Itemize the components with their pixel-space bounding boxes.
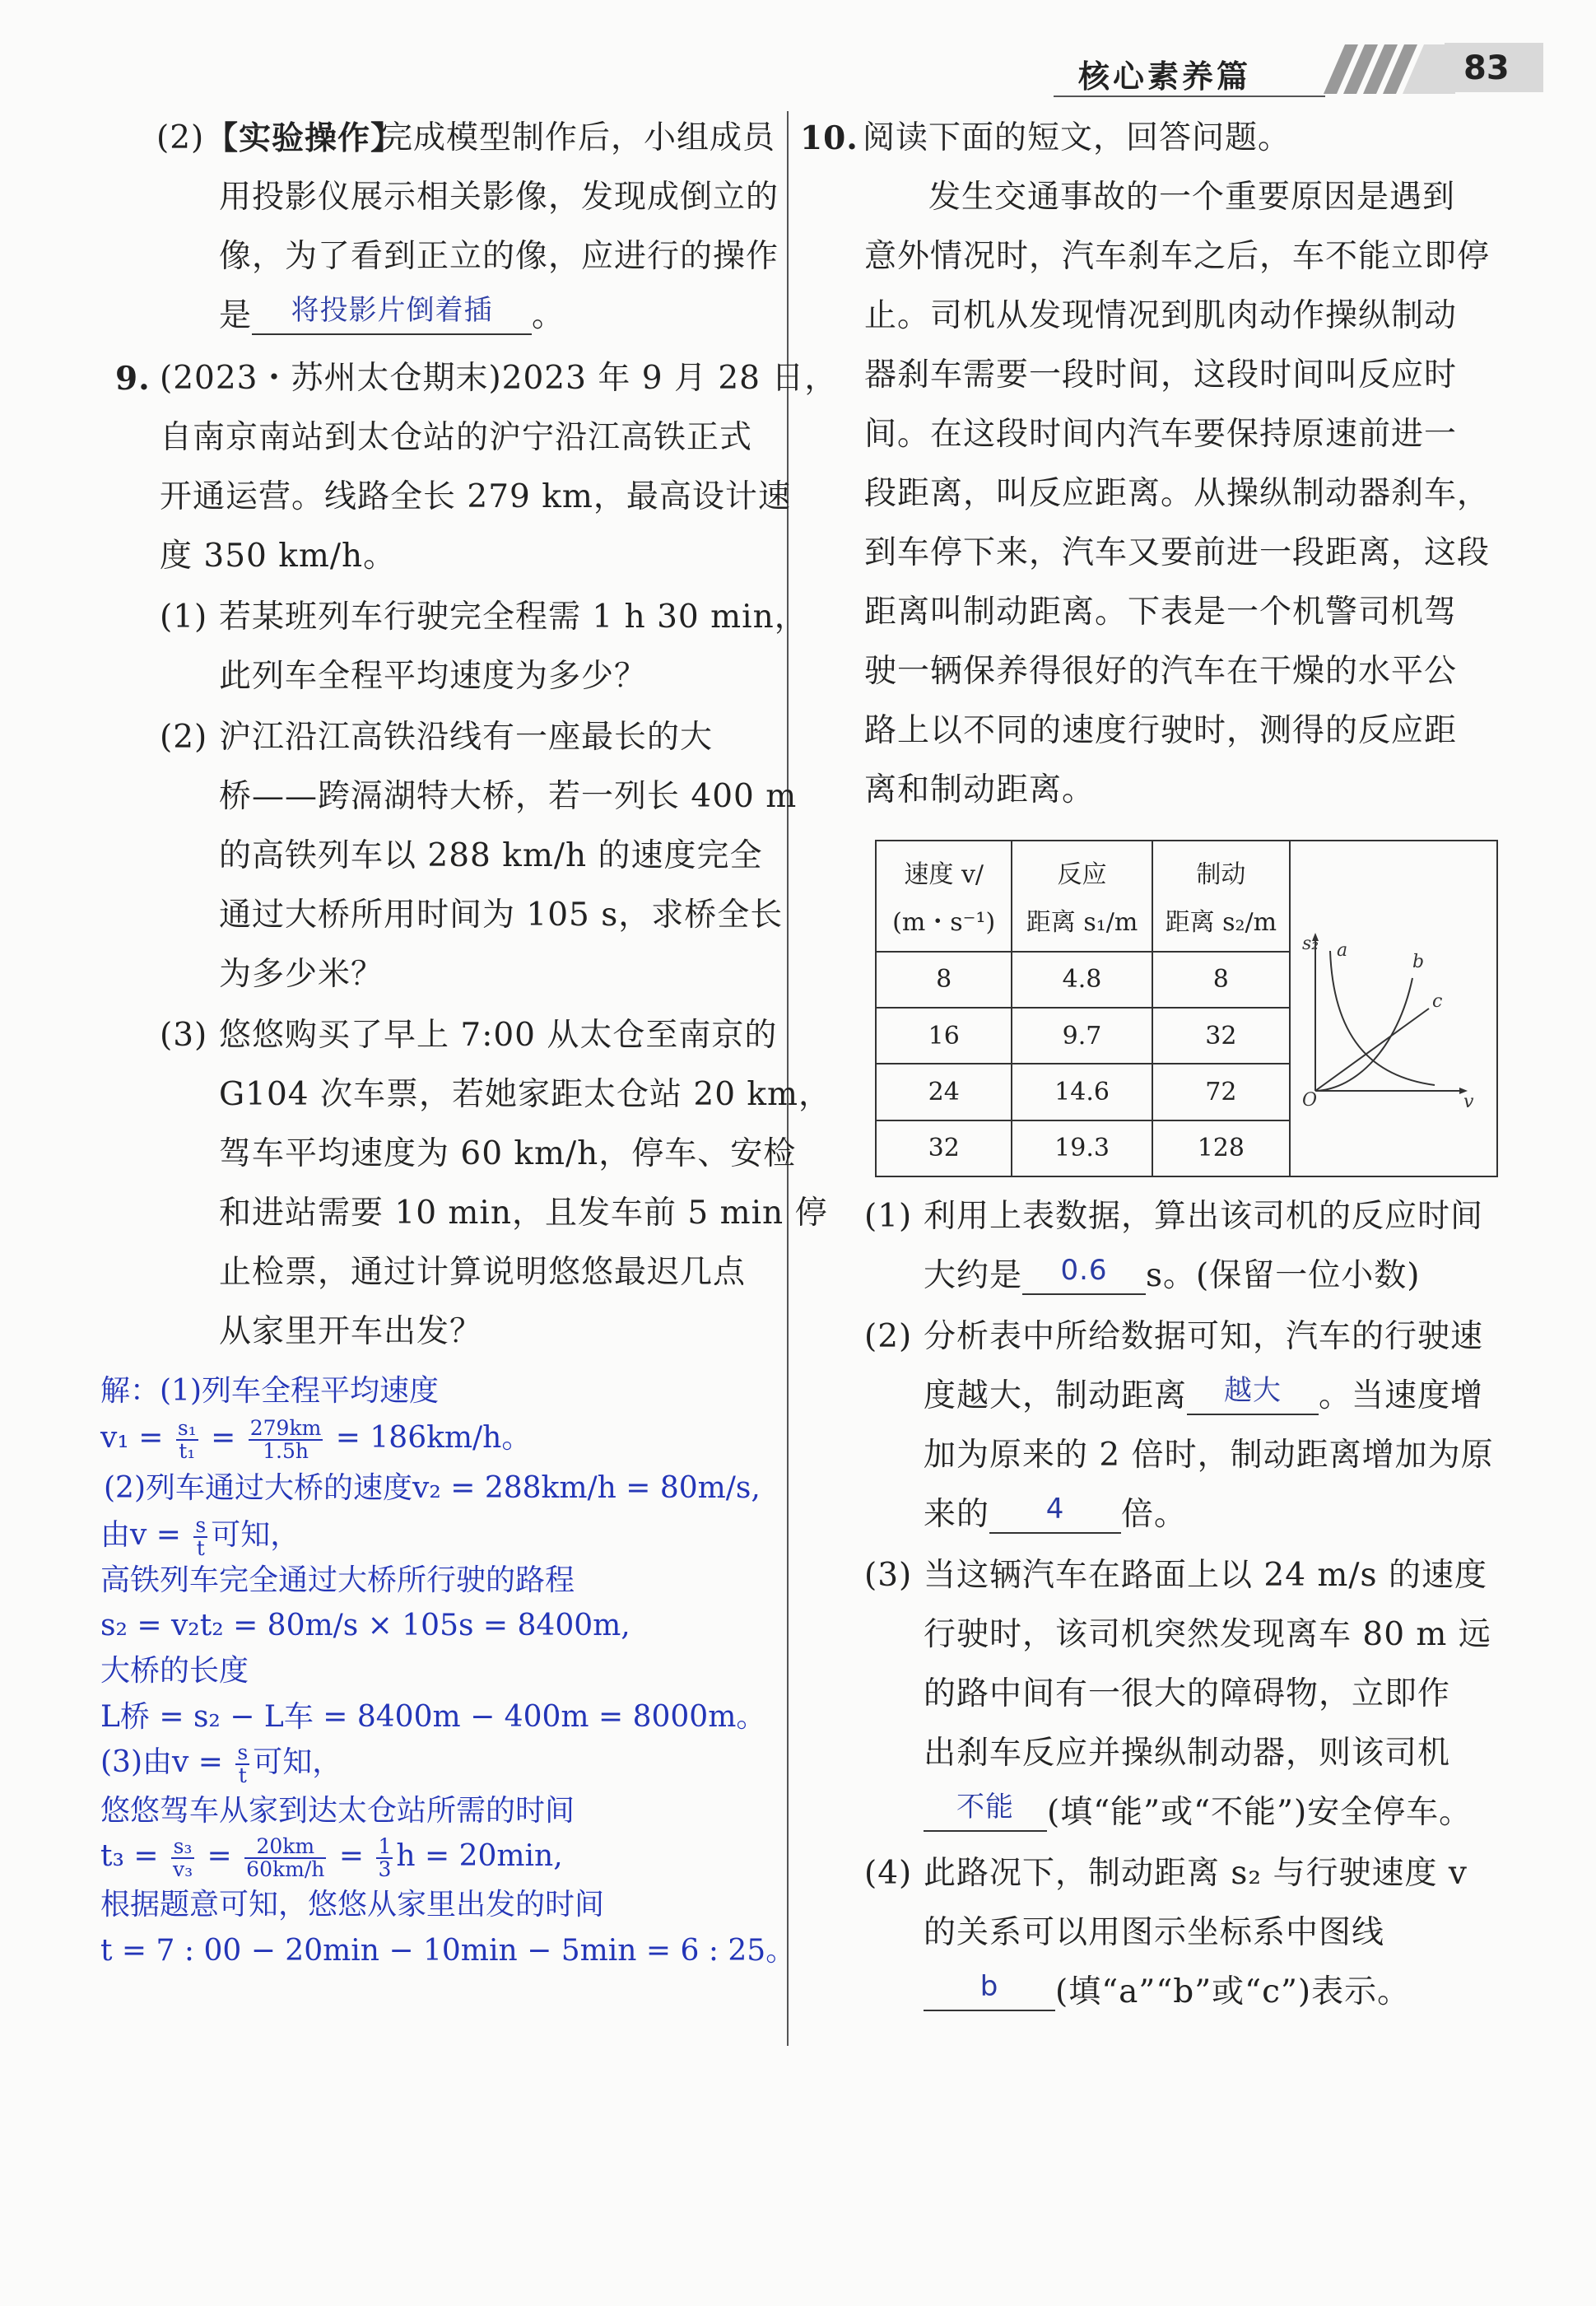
solution-line: 由v = $\frac{s}{t}$ 可知， <box>100 1513 300 1560</box>
q9-part3-line: 悠悠购买了早上 7:00 从太仓至南京的 <box>219 1017 778 1054</box>
q10-passage-line: 离和制动距离。 <box>864 771 1096 808</box>
q10-part3-line: 行驶时，该司机突然发现离车 80 m 远 <box>924 1616 1491 1653</box>
q10-part3-line: 的路中间有一很大的障碍物，立即作 <box>924 1675 1451 1712</box>
solution-line: (2)列车通过大桥的速度v₂ = 288km/h = 80m/s, <box>104 1471 761 1505</box>
q10-part2-line: 分析表中所给数据可知，汽车的行驶速 <box>924 1318 1484 1355</box>
solution-line: 大桥的长度 <box>100 1654 249 1688</box>
q9-part3-line: G104 次车票，若她家距太仓站 20 km， <box>219 1076 832 1113</box>
data-table <box>875 840 1498 1177</box>
q9-part2-line: 沪江沿江高铁沿线有一座最长的大 <box>219 719 714 756</box>
curve-c <box>1315 1009 1429 1091</box>
answer-blank <box>924 1791 1047 1832</box>
q8-part2-label: (2) <box>156 119 205 156</box>
q10-part3-answer-line: 不能 (填“能”或“不能”)安全停车。 <box>924 1796 1472 1832</box>
q10-passage-line: 段距离，叫反应距离。从操纵制动器刹车， <box>864 475 1491 512</box>
q8-part2-answer-line <box>219 294 565 335</box>
q8-part2-tag: 【实验操作】 <box>206 119 404 157</box>
q10-part2-line: 加为原来的 2 倍时，制动距离增加为原 <box>924 1437 1494 1474</box>
table-row: 16 9.7 32 <box>876 1008 1497 1064</box>
q8-part2-answer: 将投影片倒着插 <box>291 294 493 327</box>
q9-number: 9. <box>115 360 151 398</box>
q10-part3-answer: 不能 <box>956 1791 1014 1824</box>
q10-part3-line: 当这辆汽车在路面上以 24 m/s 的速度 <box>924 1557 1487 1594</box>
q9-part2-label: (2) <box>160 719 208 756</box>
q10-part2-answer2: 4 <box>1045 1493 1065 1526</box>
q8-part2-line: 完成模型制作后，小组成员 <box>380 119 776 156</box>
solution-line: t₃ = $\frac{\text{s₃}}{\text{v₃}}$ = $\frac{20km}{60km/h}$ = $\frac{1}{3}$ h = 20min, <box>100 1834 563 1881</box>
q10-part4-answer-line: b (填“a”“b”或“c”)表示。 <box>924 1976 1410 2011</box>
table-header: 制动 距离 s₂/m <box>1152 841 1290 952</box>
q10-part2-answer-line: 来的 4 倍。 <box>924 1493 1188 1533</box>
table-header: 反应 距离 s₁/m <box>1012 841 1152 952</box>
q10-part4-line: 的关系可以用图示坐标系中图线 <box>924 1914 1385 1951</box>
q10-part2-answer-line: 度越大，制动距离 越大 。当速度增 <box>924 1374 1484 1414</box>
q10-part1-label: (1) <box>864 1198 913 1235</box>
solution-line: s₂ = v₂t₂ = 80m/s × 105s = 8400m, <box>100 1609 630 1642</box>
q10-part3-line: 出刹车反应并操纵制动器，则该司机 <box>924 1735 1451 1772</box>
q9-part2-line: 为多少米？ <box>219 956 384 993</box>
q10-passage-line: 到车停下来，汽车又要前进一段距离，这段 <box>864 534 1491 571</box>
q9-stem-line: 开通运营。线路全长 279 km，最高设计速 <box>160 478 791 515</box>
solution-line: t = 7 : 00 − 20min − 10min − 5min = 6 : 25。 <box>100 1934 796 1968</box>
q8-part2-prefix: 是 <box>219 297 253 334</box>
q10-intro: 阅读下面的短文，回答问题。 <box>863 119 1291 156</box>
solution-line: v₁ = $\frac{\text{s₁}}{\text{t₁}}$ = $\frac{279km}{1.5h}$ = 186km/h。 <box>100 1416 532 1463</box>
q10-part4-label: (4) <box>864 1855 913 1892</box>
q10-passage-line: 发生交通事故的一个重要原因是遇到 <box>928 179 1456 216</box>
q8-part2-line: 用投影仪展示相关影像，发现成倒立的 <box>219 179 779 216</box>
y-axis-label: s₂ <box>1302 933 1319 954</box>
section-title: 核心素养篇 <box>1078 58 1252 95</box>
q9-part2-line: 的高铁列车以 288 km/h 的速度完全 <box>219 837 763 874</box>
q9-part3-line: 驾车平均速度为 60 km/h，停车、安检 <box>219 1135 797 1172</box>
q9-stem-line: 自南京南站到太仓站的沪宁沿江高铁正式 <box>160 419 753 456</box>
q10-passage-line: 意外情况时，汽车刹车之后，车不能立即停 <box>864 238 1491 275</box>
q10-part4-answer: b <box>979 1970 999 2003</box>
q8-part2-line: 像，为了看到正立的像，应进行的操作 <box>219 238 779 275</box>
q9-part1-label: (1) <box>160 599 208 636</box>
q10-passage-line: 路上以不同的速度行驶时，测得的反应距 <box>864 712 1458 749</box>
q8-part2-suffix: 。 <box>532 297 565 334</box>
q10-passage-line: 器刹车需要一段时间，这段时间叫反应时 <box>864 356 1458 394</box>
solution-line: (3)由v = $\frac{s}{t}$ 可知， <box>100 1740 342 1787</box>
q10-passage-line: 间。在这段时间内汽车要保持原速前进一 <box>864 416 1458 453</box>
answer-blank <box>1187 1374 1319 1415</box>
x-axis-label: v <box>1463 1091 1474 1112</box>
q10-part4-line: 此路况下，制动距离 s₂ 与行驶速度 v <box>924 1855 1468 1892</box>
q9-stem-line: (2023・苏州太仓期末)2023 年 9 月 28 日， <box>160 360 838 397</box>
table-row: 24 14.6 72 <box>876 1064 1497 1120</box>
solution-line: L桥 = s₂ − L车 = 8400m − 400m = 8000m。 <box>100 1700 766 1734</box>
table-header: 速度 v/ (m・s⁻¹) <box>876 841 1012 952</box>
table-row: 32 19.3 128 <box>876 1120 1497 1176</box>
q10-part1-line: 利用上表数据，算出该司机的反应时间 <box>924 1198 1484 1235</box>
q10-part1-answer-line: 大约是 0.6 s。(保留一位小数) <box>924 1254 1421 1294</box>
solution-line: 解：(1)列车全程平均速度 <box>100 1374 439 1408</box>
curve-a-label: a <box>1337 939 1348 961</box>
graph-cell <box>1290 841 1497 1176</box>
q10-part1-answer: 0.6 <box>1060 1254 1108 1287</box>
q9-part3-line: 止检票，通过计算说明悠悠最迟几点 <box>219 1254 747 1291</box>
solution-line: 根据题意可知，悠悠从家里出发的时间 <box>100 1888 605 1922</box>
q9-part1-line: 此列车全程平均速度为多少？ <box>219 658 648 695</box>
q9-part2-line: 桥——跨滆湖特大桥，若一列长 400 m <box>219 778 798 815</box>
solution-line: 悠悠驾车从家到达太仓站所需的时间 <box>100 1794 575 1828</box>
q10-part2-answer1: 越大 <box>1224 1374 1282 1407</box>
page-number: 83 <box>1463 49 1510 87</box>
origin-label: O <box>1302 1089 1318 1111</box>
curve-b <box>1315 978 1412 1091</box>
table-row: 8 4.8 8 <box>876 952 1497 1008</box>
answer-blank <box>1022 1254 1146 1295</box>
answer-blank <box>924 1970 1055 2011</box>
q10-number: 10. <box>800 119 858 157</box>
s2-v-graph <box>1291 842 1496 1176</box>
q10-passage-line: 驶一辆保养得很好的汽车在干燥的水平公 <box>864 653 1458 690</box>
answer-blank <box>252 294 532 335</box>
curve-c-label: c <box>1432 990 1443 1012</box>
q9-part3-line: 和进站需要 10 min，且发车前 5 min 停 <box>219 1195 828 1232</box>
stripe-decoration <box>1315 43 1455 96</box>
curve-b-label: b <box>1412 951 1425 972</box>
q10-passage-line: 距离叫制动距离。下表是一个机警司机驾 <box>864 594 1458 631</box>
q10-part3-label: (3) <box>864 1557 913 1594</box>
q10-passage-line: 止。司机从发现情况到肌肉动作操纵制动 <box>864 297 1458 334</box>
solution-line: 高铁列车完全通过大桥所行驶的路程 <box>100 1563 575 1597</box>
q9-part3-label: (3) <box>160 1017 208 1054</box>
header-underline <box>1054 96 1325 97</box>
q10-part2-label: (2) <box>864 1318 913 1355</box>
q9-part1-line: 若某班列车行驶完全程需 1 h 30 min， <box>219 599 807 636</box>
q9-stem-line: 度 350 km/h。 <box>160 538 397 575</box>
q9-part3-line: 从家里开车出发？ <box>219 1313 483 1350</box>
q9-part2-line: 通过大桥所用时间为 105 s，求桥全长 <box>219 897 784 934</box>
page-header <box>1054 41 1564 99</box>
